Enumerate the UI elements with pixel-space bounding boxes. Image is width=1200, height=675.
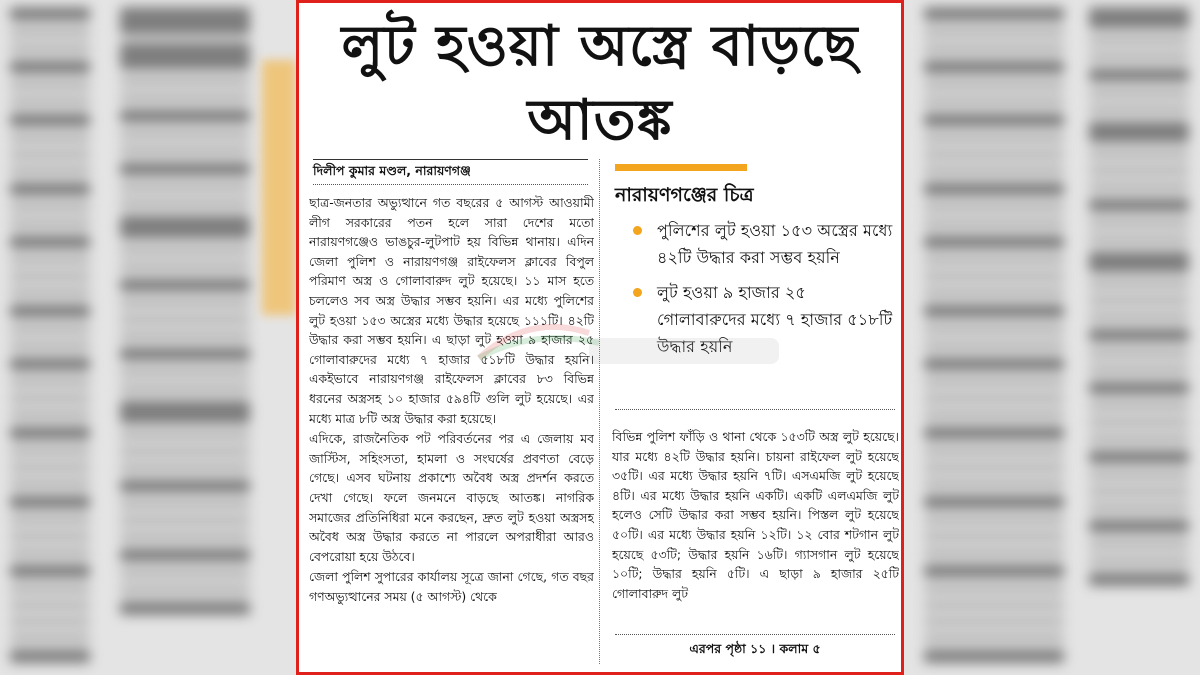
sidebar-bullet bbox=[629, 217, 897, 271]
background-newspaper-right bbox=[904, 0, 1200, 675]
continuation-divider bbox=[615, 634, 895, 635]
article-clipping bbox=[296, 0, 904, 675]
body-paragraph: জেলা পুলিশ সুপারের কার্যালয় সূত্রে জানা গেছে, গত বছর গণঅভ্যুত্থানের সময় (৫ আগস্ট) থেকে bbox=[309, 569, 594, 604]
byline: দিলীপ কুমার মণ্ডল, নারায়ণগঞ্জ bbox=[313, 163, 471, 178]
sidebar-title: নারায়ণগঞ্জের চিত্র bbox=[615, 184, 754, 206]
sidebar-divider bbox=[615, 409, 895, 410]
sidebar-bullet-text: পুলিশের লুট হওয়া ১৫৩ অস্ত্রের মধ্যে ৪২টি উদ্ধার করা সম্ভব হয়নি bbox=[657, 221, 893, 267]
right-body-column bbox=[612, 427, 899, 619]
continuation-note: এরপর পৃষ্ঠা ১১ । কলাম ৫ bbox=[689, 641, 821, 656]
byline-rule bbox=[313, 159, 588, 160]
headline: লুট হওয়া অস্ত্রে বাড়ছে আতঙ্ক bbox=[341, 13, 859, 153]
body-paragraph: এদিকে, রাজনৈতিক পট পরিবর্তনের পর এ জেলায় মব জাস্টিস, সহিংসতা, হামলা ও সংঘর্ষের প্রবণতা বেড়ে গেছে। এসব ঘটনায় প্রকাশ্যে অবৈধ অস্ত্র প্রদর্শন করতে দেখা গেছে। ফলে জনমনে বাড়ছে আতঙ্ক। নাগরিক সমাজের প্রতিনিধিরা মনে করছেন, দ্রুত লুট হওয়া অস্ত্রসহ অবৈধ অস্ত্র উদ্ধার করতে না পারলে অপরাধীরা আরও বেপরোয়া হয়ে উঠবে। bbox=[309, 431, 594, 564]
body-paragraph: বিভিন্ন পুলিশ ফাঁড়ি ও থানা থেকে ১৫৩টি অস্ত্র লুট হয়েছে। যার মধ্যে ৪২টি উদ্ধার হয়নি। চায়না রাইফেল লুট হয়েছে ৩৫টি। এর মধ্যে উদ্ধার হয়নি ৭টি। এসএমজি লুট হয়েছে ৪টি। এর মধ্যে উদ্ধার হয়নি একটি। একটি এলএমজি লুট হলেও সেটি উদ্ধার করা সম্ভব হয়নি। পিস্তল লুট হয়েছে ৫০টি। এর মধ্যে উদ্ধার হয়নি ১২টি। ১২ বোর শটগান লুট হয়েছে ৫৩টি; উদ্ধার হয়নি ১৬টি। গ্যাসগান লুট হয়েছে ১০টি; উদ্ধার হয়নি ৫টি। এ ছাড়া ৯ হাজার ২৫টি গোলাবারুদ লুট bbox=[612, 429, 899, 601]
background-text-column bbox=[120, 0, 250, 675]
background-text-column bbox=[1089, 0, 1189, 675]
background-text-column bbox=[10, 0, 90, 675]
sidebar-bullet-text: লুট হওয়া ৯ হাজার ২৫ গোলাবারুদের মধ্যে ৭ হাজার ৫১৮টি উদ্ধার হয়নি bbox=[657, 283, 893, 356]
background-text-column bbox=[924, 0, 1064, 675]
background-newspaper-left bbox=[0, 0, 296, 675]
column-divider bbox=[599, 159, 600, 664]
sidebar-bullet-list bbox=[629, 217, 897, 368]
background-highlight bbox=[262, 60, 296, 315]
left-body-column bbox=[309, 193, 594, 668]
bullet-dot-icon bbox=[633, 288, 642, 297]
bullet-dot-icon bbox=[633, 226, 642, 235]
sidebar-accent-bar bbox=[615, 164, 747, 171]
byline-divider bbox=[313, 184, 588, 185]
sidebar-bullet bbox=[629, 279, 897, 360]
body-paragraph: ছাত্র-জনতার অভ্যুত্থানে গত বছরের ৫ আগস্ট আওয়ামী লীগ সরকারের পতন হলে সারা দেশের মতো নারায়ণগঞ্জেও ভাঙচুর-লুটপাট হয় বিভিন্ন থানায়। এদিন জেলা পুলিশ ও নারায়ণগঞ্জ রাইফেলস ক্লাবের বিপুল পরিমাণ অস্ত্র ও গোলাবারুদ লুট হয়েছে। ১১ মাস হতে চললেও সব অস্ত্র উদ্ধার সম্ভব হয়নি। এর মধ্যে পুলিশের লুট হওয়া ১৫৩ অস্ত্রের মধ্যে উদ্ধার হয়েছে ১১১টি। ৪২টি উদ্ধার করা সম্ভব হয়নি। এ ছাড়া লুট হওয়া ৯ হাজার ২৫ গোলাবারুদের মধ্যে ৭ হাজার ৫১৮টি উদ্ধার হয়নি। একইভাবে নারায়ণগঞ্জ রাইফেলস ক্লাবের ৮৩ বিভিন্ন ধরনের অস্ত্রসহ ১০ হাজার ৫৯৪টি গুলি লুট হয়েছে। এর মধ্যে মাত্র ৮টি অস্ত্র উদ্ধার করা হয়েছে। bbox=[309, 195, 594, 426]
